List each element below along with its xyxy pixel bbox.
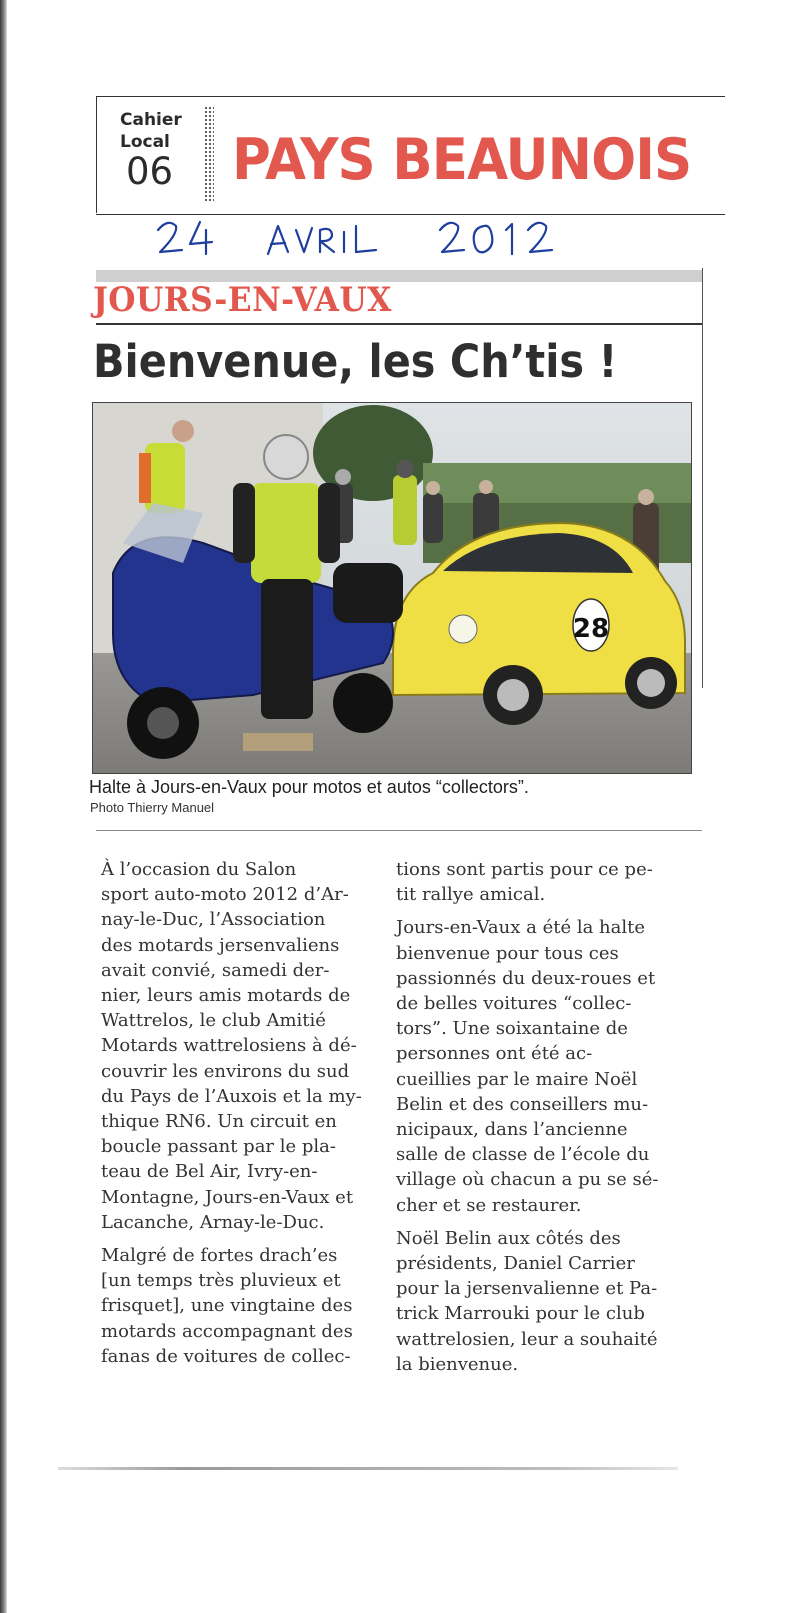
text-line: boucle passant par le pla- xyxy=(101,1136,336,1158)
text-line: couvrir les environs du sud xyxy=(101,1060,350,1082)
car-race-number: 28 xyxy=(572,614,610,644)
column-right-rule xyxy=(702,268,703,688)
text-line: À l’occasion du Salon xyxy=(101,859,297,880)
text-line: tit rallye amical. xyxy=(396,884,546,906)
text-line: tors”. Une soixantaine de xyxy=(396,1018,628,1040)
article-column-1 xyxy=(101,857,376,1369)
text-line: nicipaux, dans l’ancienne xyxy=(396,1119,628,1141)
text-line: de belles voitures “collec- xyxy=(396,993,632,1015)
text-line: Noël Belin aux côtés des xyxy=(396,1227,621,1249)
text-line: teau de Bel Air, Ivry-en- xyxy=(101,1161,318,1183)
text-line: avait convié, samedi der- xyxy=(101,959,330,981)
cahier-number: 06 xyxy=(126,150,174,193)
text-line: tions sont partis pour ce pe- xyxy=(396,859,653,880)
text-line: frisquet], une vingtaine des xyxy=(101,1295,353,1317)
photo-credit: Photo Thierry Manuel xyxy=(90,800,215,815)
text-line: nay-le-Duc, l’Association xyxy=(101,909,326,931)
cahier-label xyxy=(120,109,190,153)
dotted-separator xyxy=(204,106,214,202)
article-photo xyxy=(92,402,692,774)
text-line: Wattrelos, le club Amitié xyxy=(101,1010,326,1032)
cahier-line1: Cahier xyxy=(120,110,182,130)
article-column-2 xyxy=(396,857,686,1377)
photo-caption: Halte à Jours-en-Vaux pour motos et autos “collectors”. xyxy=(89,777,529,797)
text-line: passionnés du deux-roues et xyxy=(396,967,656,989)
text-line: personnes ont été ac- xyxy=(396,1043,593,1065)
text-line: sport auto-moto 2012 d’Ar- xyxy=(101,884,349,906)
article-headline: Bienvenue, les Ch’tis ! xyxy=(93,335,618,388)
section-title: PAYS BEAUNOIS xyxy=(232,127,692,193)
text-line: du Pays de l’Auxois et la my- xyxy=(101,1085,362,1107)
text-line: présidents, Daniel Carrier xyxy=(396,1253,635,1275)
article-kicker: JOURS-EN-VAUX xyxy=(93,280,392,320)
caption-rule xyxy=(96,830,702,831)
handwritten-date xyxy=(150,208,580,268)
text-line: Jours-en-Vaux a été la halte xyxy=(396,917,646,939)
text-line: village où chacun a pu se sé- xyxy=(396,1169,659,1191)
text-line: salle de classe de l’école du xyxy=(396,1144,650,1166)
scan-left-edge xyxy=(0,0,7,1613)
text-line: thique RN6. Un circuit en xyxy=(101,1111,337,1133)
text-line: Belin et des conseillers mu- xyxy=(396,1093,649,1115)
text-line: Motards wattrelosiens à dé- xyxy=(101,1035,357,1057)
cahier-line2: Local xyxy=(120,132,170,152)
text-line: des motards jersenvaliens xyxy=(101,934,340,956)
bottom-rule xyxy=(58,1467,678,1470)
text-line: cher et se restaurer. xyxy=(396,1194,582,1216)
text-line: wattrelosien, leur a souhaité xyxy=(396,1328,658,1350)
text-line: la bienvenue. xyxy=(396,1353,519,1375)
header-left-border xyxy=(96,96,97,213)
text-line: motards accompagnant des xyxy=(101,1320,353,1342)
text-line: nier, leurs amis motards de xyxy=(101,985,351,1007)
text-line: pour la jersenvalienne et Pa- xyxy=(396,1278,658,1300)
text-line: fanas de voitures de collec- xyxy=(101,1345,351,1367)
text-line: Malgré de fortes drach’es xyxy=(101,1245,338,1267)
text-line: Lacanche, Arnay-le-Duc. xyxy=(101,1211,325,1233)
kicker-rule xyxy=(96,323,702,325)
text-line: [un temps très pluvieux et xyxy=(101,1270,341,1292)
text-line: bienvenue pour tous ces xyxy=(396,942,619,964)
text-line: trick Marrouki pour le club xyxy=(396,1303,645,1325)
text-line: cueillies par le maire Noël xyxy=(396,1068,638,1090)
text-line: Montagne, Jours-en-Vaux et xyxy=(101,1186,354,1208)
